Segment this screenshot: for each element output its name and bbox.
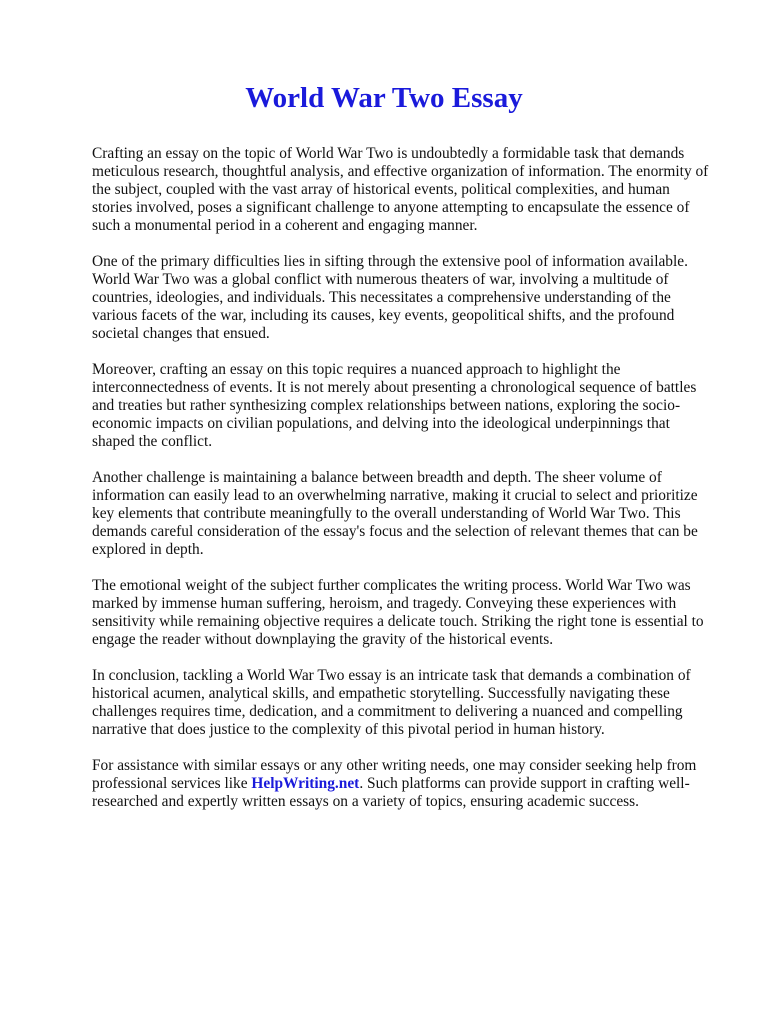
closing-paragraph bbox=[92, 757, 712, 811]
paragraph-4: Another challenge is maintaining a balance between breadth and depth. The sheer volume of information can easily lead to an overwhelming narrative, making it crucial to select and prioritize key elements that contribute meaningfully to the overall understanding of World War Two. This demands careful consideration of the essay's focus and the selection of relevant themes that can be explored in depth. bbox=[92, 469, 698, 558]
essay-body bbox=[92, 145, 712, 829]
paragraph-2: One of the primary difficulties lies in sifting through the extensive pool of information available. World War Two was a global conflict with numerous theaters of war, involving a multitude of countries, ideologies, and individuals. This necessitates a comprehensive understanding of the various facets of the war, including its causes, key events, geopolitical shifts, and the profound societal changes that ensued. bbox=[92, 253, 688, 342]
closing-text-after-link: . Such platforms can provide support in crafting well-researched and expertly written essays on a variety of topics, ensuring academic success. bbox=[92, 775, 690, 810]
page-title: World War Two Essay bbox=[245, 82, 523, 114]
helpwriting-link[interactable]: HelpWriting.net bbox=[251, 775, 360, 792]
paragraph-5: The emotional weight of the subject further complicates the writing process. World War Two was marked by immense human suffering, heroism, and tragedy. Conveying these experiences with sensitivity while remaining objective requires a delicate touch. Striking the right tone is essential to engage the reader without downplaying the gravity of the historical events. bbox=[92, 577, 704, 648]
paragraph-3: Moreover, crafting an essay on this topic requires a nuanced approach to highlight the interconnectedness of events. It is not merely about presenting a chronological sequence of battles and treaties but rather synthesizing complex relationships between nations, exploring the socio-economic impacts on civilian populations, and delving into the ideological underpinnings that shaped the conflict. bbox=[92, 361, 697, 450]
closing-text-before-link: For assistance with similar essays or any other writing needs, one may consider seeking help from professional services like bbox=[92, 757, 697, 792]
paragraph-6: In conclusion, tackling a World War Two essay is an intricate task that demands a combination of historical acumen, analytical skills, and empathetic storytelling. Successfully navigating these challenges requires time, dedication, and a commitment to delivering a nuanced and compelling narrative that does justice to the complexity of this pivotal period in human history. bbox=[92, 667, 691, 738]
paragraph-1: Crafting an essay on the topic of World War Two is undoubtedly a formidable task that demands meticulous research, thoughtful analysis, and effective organization of information. The enormity of the subject, coupled with the vast array of historical events, political complexities, and human stories involved, poses a significant challenge to anyone attempting to encapsulate the essence of such a monumental period in a coherent and engaging manner. bbox=[92, 145, 709, 234]
